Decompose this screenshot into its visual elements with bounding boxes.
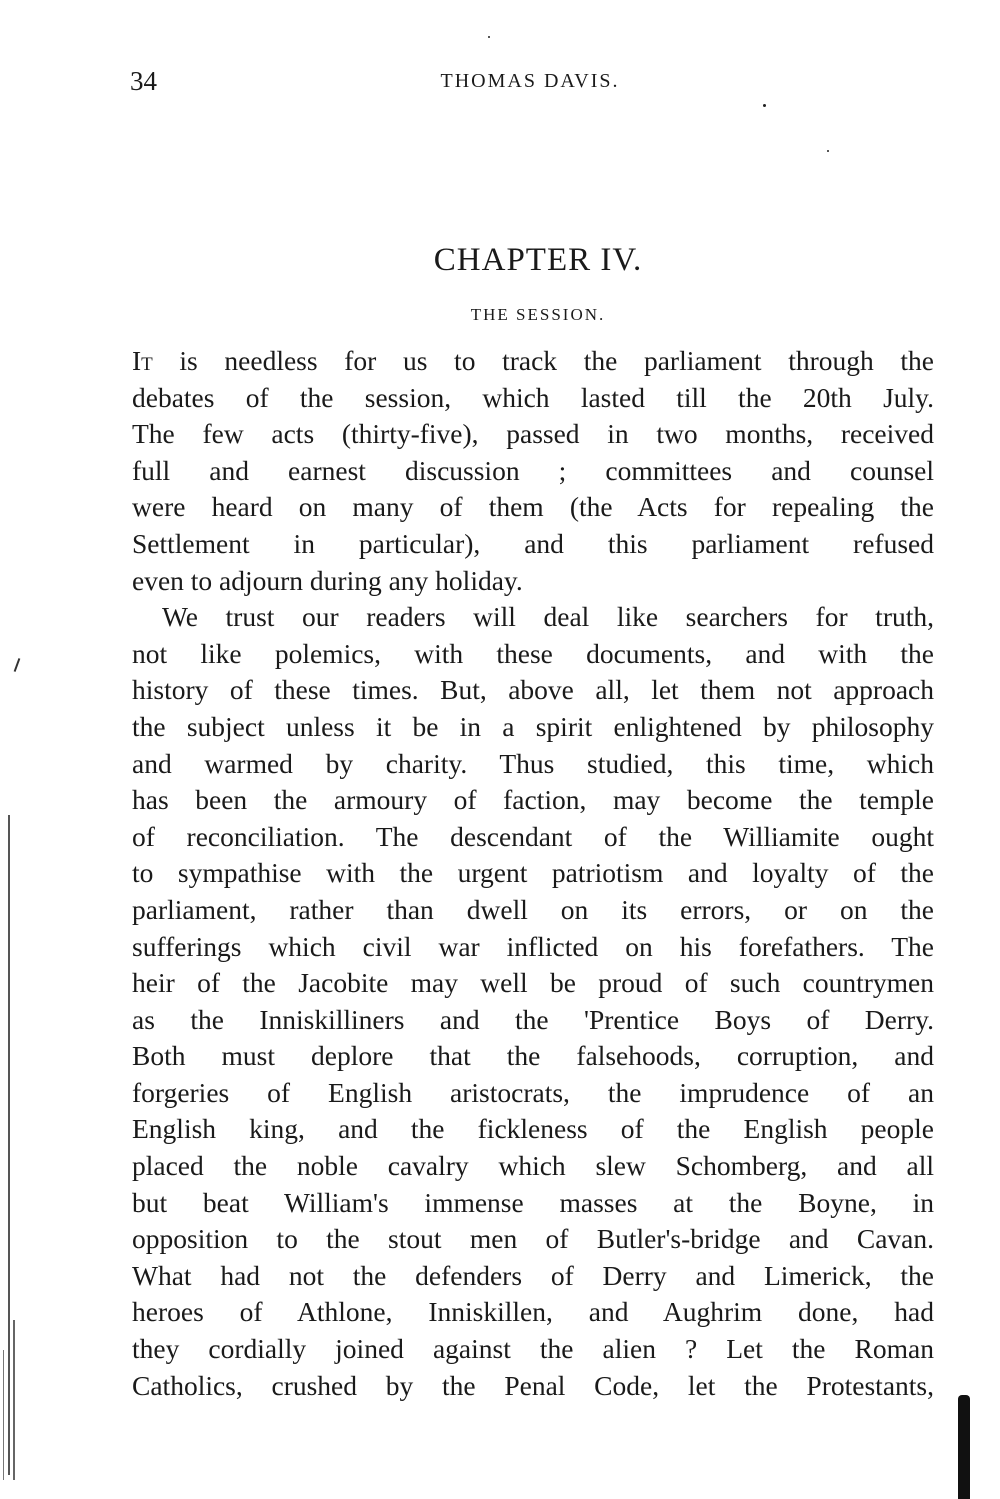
paragraph-line: parliament, rather than dwell on its errors, or on the [132,893,934,925]
speck [488,36,490,38]
binding-line [8,815,10,1475]
chapter-subtitle: THE SESSION. [470,305,606,324]
margin-tick-mark [14,658,21,672]
edge-shadow [958,1395,970,1499]
paragraph-line: the subject unless it be in a spirit enlightened by philosophy [132,710,934,742]
paragraph-line: even to adjourn during any holiday. [132,564,523,596]
binding-line [3,1350,4,1480]
paragraph-line: to sympathise with the urgent patriotism and loyalty of the [132,857,934,889]
paragraph-line: but beat William's immense masses at the Boyne, in [132,1186,934,1218]
chapter-title: CHAPTER IV. [433,242,643,278]
paragraph-line: Settlement in particular), and this parliament refused [132,527,934,559]
paragraph-line: they cordially joined against the alien ? Let the Roman [132,1333,934,1365]
paragraph-line: Both must deplore that the falsehoods, corruption, and [132,1040,934,1072]
body-text [132,343,934,1404]
paragraph-line: English king, and the fickleness of the English people [132,1113,934,1145]
running-head: THOMAS DAVIS. [440,70,620,92]
paragraph-line-text: is needless for us to track the parliament through the [152,345,934,376]
drop-lead-word: It [132,345,153,376]
paragraph-line: heir of the Jacobite may well be proud of such countrymen [132,967,934,999]
paragraph-line: heroes of Athlone, Inniskillen, and Aughrim done, had [132,1296,934,1328]
paragraph-line: history of these times. But, above all, let them not approach [132,674,934,706]
paragraph-2 [132,599,934,1404]
paragraph-line: forgeries of English aristocrats, the imprudence of an [132,1076,934,1108]
paragraph-line: full and earnest discussion ; committees and counsel [132,454,934,486]
paragraph-line [132,343,934,380]
paragraph-line: were heard on many of them (the Acts for repealing the [132,491,934,523]
paragraph-line: placed the noble cavalry which slew Schomberg, and all [132,1150,934,1182]
paragraph-line: as the Inniskilliners and the 'Prentice Boys of Derry. [132,1003,934,1035]
page-number: 34 [130,66,157,96]
speck [763,104,766,107]
paragraph-line: debates of the session, which lasted till the 20th July. [132,381,934,413]
paragraph-line: and warmed by charity. Thus studied, this time, which [132,747,934,779]
paragraph-line: opposition to the stout men of Butler's-bridge and Cavan. [132,1223,934,1255]
paragraph-line: sufferings which civil war inflicted on his forefathers. The [132,930,934,962]
paragraph-line: not like polemics, with these documents, and with the [132,637,934,669]
paragraph-line: The few acts (thirty-five), passed in two months, received [132,418,934,450]
speck [827,150,829,152]
binding-line [13,1320,15,1480]
paragraph-line: We trust our readers will deal like searchers for truth, [162,601,934,633]
paragraph-1 [132,343,934,599]
paragraph-line: Catholics, crushed by the Penal Code, let the Protestants, [132,1369,934,1401]
paragraph-line: has been the armoury of faction, may become the temple [132,784,934,816]
paragraph-line: of reconciliation. The descendant of the Williamite ought [132,820,934,852]
paragraph-line: What had not the defenders of Derry and Limerick, the [132,1259,934,1291]
